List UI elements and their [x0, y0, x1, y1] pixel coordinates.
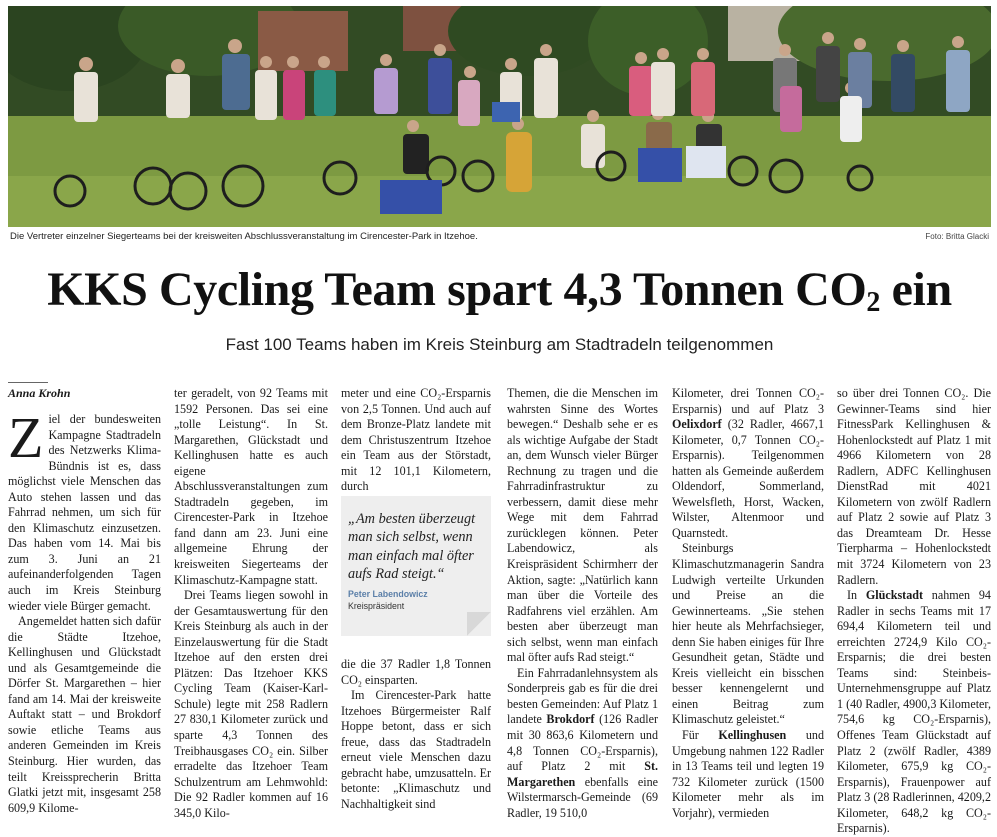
- place-name: St. Margarethen: [507, 759, 658, 789]
- paragraph: [672, 728, 824, 821]
- article-column-6: [837, 386, 991, 837]
- place-name: Oelixdorf: [672, 417, 722, 432]
- text-run: (32 Radler, 4667,1 Kilometer, 0,7 Tonnen CO₂-Ersparnis). Teilgenommen hatten als Gemeinde außerdem Oldendorf, Sommerland, Wewelsfleth, Horst, Wacken, Wilster, Altenmoor und Quarnstedt.: [672, 417, 824, 540]
- paragraph: [507, 666, 658, 821]
- paragraph: ter geradelt, von 92 Teams mit 1592 Personen. Das sei eine „tolle Leistung“. In St. Margarethen, Glückstadt und Kellinghusen hatte es auch eigene Abschlussveranstaltungen zum Stadtradeln gegeben, im Cirencester-Park in Itzehoe fand dann am 23. Juni eine allgemeine Ehrung der kreisweiten Siegerteams der Klimaschutz-Kampagne statt.: [174, 386, 328, 587]
- paragraph: Steinburgs Klimaschutzmanagerin Sandra Ludwigh verteilte Urkunden und Preise an die Gewinnerteams. „Sie stehen hier heute als Mehrfachsieger, denn Sie haben einiges für Ihre Gesundheit getan, Städte und Kreis vielleicht ein bisschen besser kennengelernt und einen Beitrag zum Klimaschutz geleistet.“: [672, 541, 824, 727]
- text-run: In: [847, 588, 866, 603]
- paragraph: meter und eine CO₂-Ersparnis von 2,5 Tonnen. Und auch auf dem Bronze-Platz landete mit dem Christuszentrum Itzehoe ein Team aus der Störstadt, mit 12 101,1 Kilometern, durch: [341, 386, 491, 494]
- place-name: Glückstadt: [865, 588, 923, 603]
- author-byline: Anna Krohn: [8, 386, 71, 400]
- text-run: Ein Fahrradanlehnsystem als Sonderpreis gab es für die drei besten Gemeinden: Auf Platz 1 landete: [507, 665, 658, 727]
- group-photo-illustration: [8, 6, 991, 227]
- paragraph: Angemeldet hatten sich dafür die Städte Itzehoe, Kellinghusen und Glückstadt und als Gesamtgemeinde die Dörfer St. Margarethen – hier fand am 14. Mai der kreisweite Auftakt statt – und Brokdorf sowie etliche Teams aus anderen Gemeinden im Kreis Steinburg. Hier wurden, das teilt Kreissprecherin Britta Glatki jetzt mit, insgesamt 258 609,9 Kilome-: [8, 614, 161, 815]
- text-run: Für: [682, 728, 719, 743]
- drop-cap: Z: [8, 405, 44, 470]
- text-run: ebenfalls eine Wilstermarsch-Gemeinde (69 Radler, 19 510,0: [507, 774, 658, 820]
- text-run: nahmen 94 Radler in sechs Teams mit 17 694,4 Kilometern teil und erreichten 2724,9 Kilo CO₂-Ersparnis; die drei besten Teams sind: Steinbeis-Unternehmensgruppe auf Platz 1 (40 Radler, 4900,3 Kilometer, 754,6 kg CO₂-Ersparnis), Offenes Team Glückstadt auf Platz 2 (zwölf Radler, 4389 Kilometer, 675,9 kg CO₂-Ersparnis), Frauenpower auf Platz 3 (28 Radlerinnen, 4209,2 Kilometer, 648,2 kg CO₂-Ersparnis).: [837, 588, 991, 836]
- group-photo: [8, 6, 991, 227]
- paragraph: [672, 386, 824, 541]
- article-column-3-top: [341, 386, 491, 495]
- pull-quote-name: Peter Labendowicz: [348, 589, 428, 599]
- headline-end: ein: [880, 263, 952, 316]
- pull-quote-text: „Am besten überzeugt man sich selbst, wenn man einfach mal öfter aufs Rad steigt.“: [348, 511, 476, 583]
- author-rule: [8, 382, 48, 383]
- article-column-5: [672, 386, 824, 821]
- place-name: Brokdorf: [546, 712, 595, 727]
- article-column-3-bottom: [341, 657, 491, 812]
- paragraph: [837, 588, 991, 837]
- paragraph-text: iel der bundesweiten Kampagne Stadtradeln des Netzwerks Klima-Bündnis ist es, dass möglichst viele Menschen das Auto stehen lassen und das Fahrrad nehmen, um sich für den Klimaschutz einzusetzen. Das haben vom 14. Mai bis zum 3. Juni an 21 aufeinanderfolgenden Tagen auch im Kreis Steinburg wieder viele Bürger gemacht.: [8, 412, 161, 613]
- headline-subscript: 2: [866, 287, 880, 318]
- subheadline: Fast 100 Teams haben im Kreis Steinburg am Stadtradeln teilgenommen: [225, 335, 774, 354]
- photo-caption: [8, 230, 991, 244]
- paragraph: so über drei Tonnen CO₂. Die Gewinner-Teams sind hier FitnessPark Kellinghusen & Hohenlockstedt auf Platz 1 mit 4966 Kilometern von 28 Radlern, ADFC Kellinghusen DienstRad mit 4021 Kilometern von zwölf Radlern auf Platz 2 sowie auf Platz 3 das Dreamteam Dr. Hesse Tierpharma – Hohenlockstedt mit 3724 Kilometern von 23 Radlern.: [837, 386, 991, 587]
- caption-text: Die Vertreter einzelner Siegerteams bei der kreisweiten Abschlussveranstaltung im Cirencester-Park in Itzehoe.: [10, 231, 478, 242]
- text-run: Kilometer, drei Tonnen CO₂-Ersparnis) und auf Platz 3: [672, 386, 824, 416]
- paragraph: Themen, die die Menschen im wahrsten Sinne des Wortes bewegen.“ Deshalb sehe er es als wichtige Aufgabe der Stadt an, dem Wunsch vieler Bürger Rechnung zu tragen und die Fahrradinfrastruktur zu verbessern, damit diese mehr Wege mit dem Fahrrad zurücklegen können. Peter Labendowicz, als Kreispräsident Schirmherr der Aktion, sagte: „Natürlich kann man über die Vorteile des Radfahrens viel erzählen. Am besten aber überzeugt man sich selbst, wenn man einfach mal öfter aufs Rad steigt.“: [507, 386, 658, 665]
- article-column-1: [8, 405, 161, 816]
- paragraph: Im Cirencester-Park hatte Itzehoes Bürgermeister Ralf Hoppe betont, dass er sich freue, dass das Stadtradeln erneut viele Menschen dazu gebracht habe, umzusatteln. Er betonte: „Klimaschutz und Nachhaltigkeit sind: [341, 688, 491, 811]
- pull-quote: [341, 496, 491, 636]
- place-name: Kellinghusen: [718, 728, 787, 743]
- photo-credit: Foto: Britta Glacki: [925, 232, 989, 241]
- paragraph: die die 37 Radler 1,8 Tonnen CO₂ einsparten.: [341, 657, 491, 687]
- pull-quote-corner: [467, 612, 491, 636]
- pull-quote-role: Kreispräsident: [348, 601, 405, 611]
- article-column-4: [507, 386, 658, 821]
- text-run: und Umgebung nahmen 122 Radler in 13 Teams teil und legten 19 732 Kilometer zurück (1500 Kilometer mehr als im Vorjahr), vermieden: [672, 728, 824, 820]
- text-run: (126 Radler mit 30 863,6 Kilometern und 4,8 Tonnen CO₂-Ersparnis), auf Platz 2 mit: [507, 712, 658, 774]
- article-column-2: [174, 386, 328, 821]
- paragraph: [8, 405, 161, 614]
- headline-main: KKS Cycling Team spart 4,3 Tonnen CO: [47, 263, 867, 316]
- headline: [8, 262, 991, 331]
- paragraph: Drei Teams liegen sowohl in der Gesamtauswertung für den Kreis Steinburg als auch in der Einzelauswertung für die Stadt Itzehoe auf den ersten drei Plätzen: Das Itzehoer KKS Cycling Team (Kaiser-Karl-Schule) legte mit 258 Radlern 27 830,1 Kilometer zurück und sparte 4,3 Tonnen des Treibhausgases CO₂ ein. Silber erradelte das Itzehoer Team Schulzentrum am Lehmwohld: Die 92 Radler kommen auf 16 345,0 Kilo-: [174, 588, 328, 820]
